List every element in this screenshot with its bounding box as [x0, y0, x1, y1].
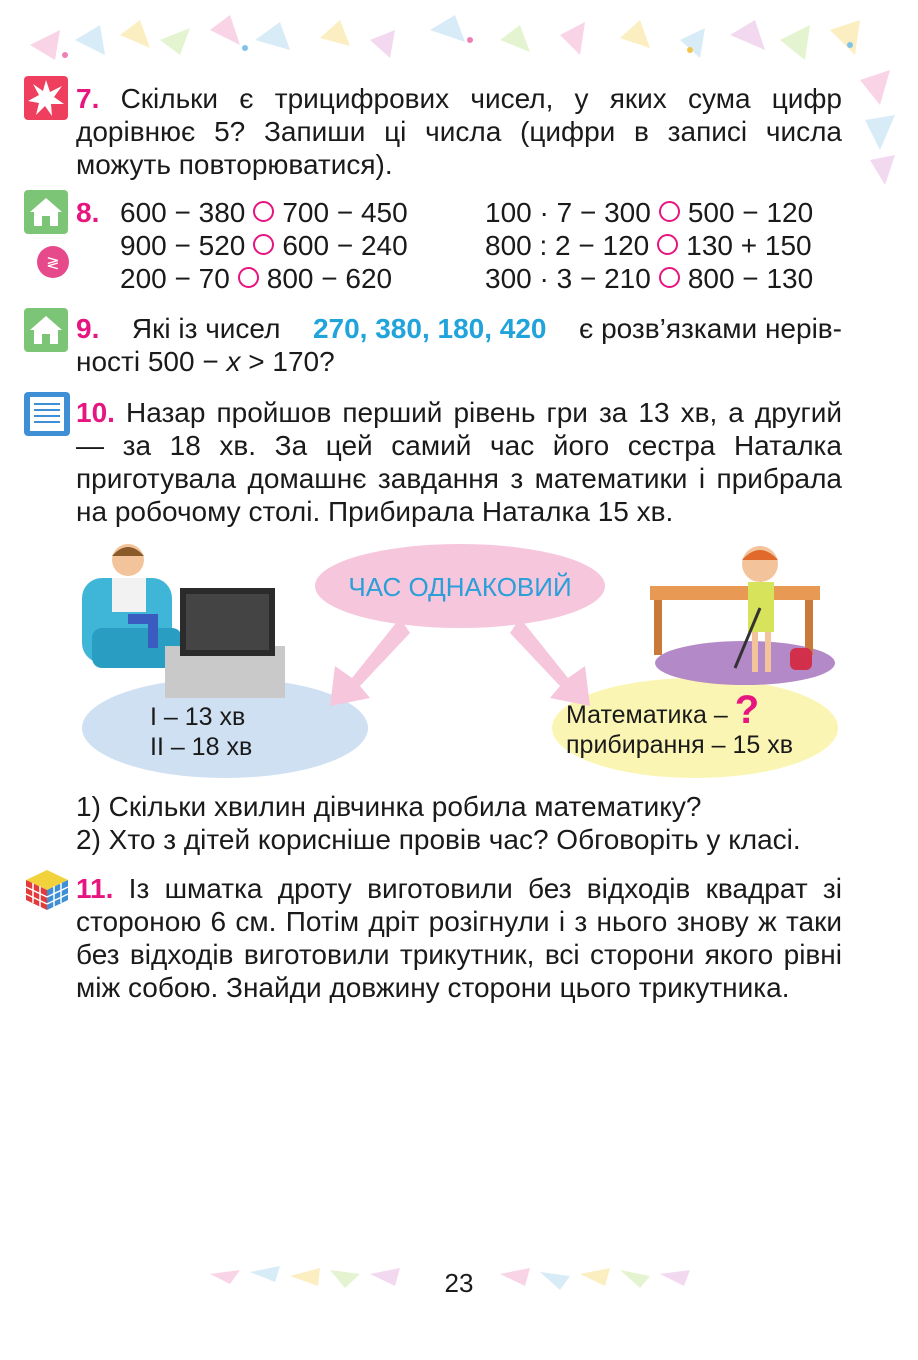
- expr-a: 800 : 2 − 120: [485, 230, 650, 261]
- task-9: [76, 312, 842, 378]
- task-8-label: 8.: [76, 197, 100, 228]
- expr-a: 900 − 520: [120, 230, 246, 261]
- expr-a: 600 − 380: [120, 197, 246, 228]
- expr-a: 300 · 3 − 210: [485, 263, 651, 294]
- task-8-number: [76, 196, 99, 229]
- expr-b: 800 − 620: [266, 263, 393, 294]
- task-10-questions: [76, 790, 856, 856]
- home-icon: [24, 190, 68, 234]
- expr-b: 600 − 240: [282, 230, 408, 261]
- left-oval-text: [150, 702, 252, 762]
- comparison-row: [485, 229, 813, 262]
- math-label: Математика –: [566, 701, 728, 729]
- expr-b: 800 − 130: [687, 263, 814, 294]
- girl-cleaning-picture: [650, 546, 835, 685]
- comparison-row: [120, 196, 408, 229]
- task-10-number: 10.: [76, 397, 115, 428]
- task-9-inequality-a: ності 500 −: [76, 346, 219, 377]
- compare-circle[interactable]: [659, 201, 680, 222]
- right-oval-text: [566, 688, 793, 760]
- question-1: 1) Скільки хвилин дівчинка робила математику?: [76, 791, 702, 822]
- task-9-line-1: [76, 312, 842, 345]
- star-burst-icon: [24, 76, 68, 120]
- task-11: [76, 872, 842, 1004]
- level-1-time: I – 13 хв: [150, 703, 246, 731]
- compare-circle[interactable]: [238, 267, 259, 288]
- cleaning-time: прибирання – 15 хв: [566, 731, 793, 759]
- task-9-line-2: [76, 345, 842, 378]
- task-8-right-column: [485, 196, 813, 295]
- bubble-label: ЧАС ОДНАКОВИЙ: [348, 572, 572, 602]
- question-2: 2) Хто з дітей корисніше провів час? Обговоріть у класі.: [76, 824, 801, 855]
- expr-b: 130 + 150: [686, 230, 812, 261]
- expr-b: 700 − 450: [282, 197, 408, 228]
- comparison-row: [485, 262, 813, 295]
- home-icon: [24, 308, 68, 352]
- task-9-variable: x: [226, 346, 241, 377]
- calculator-circle-icon: [37, 246, 69, 278]
- compare-circle[interactable]: [657, 234, 678, 255]
- task-9-pre: Які із чисел: [131, 313, 281, 344]
- task-9-inequality-b: > 170?: [248, 346, 335, 377]
- compare-circle[interactable]: [253, 234, 274, 255]
- notebook-icon: [24, 392, 70, 436]
- compare-circle[interactable]: [253, 201, 274, 222]
- question-mark: ?: [734, 688, 760, 732]
- task-8-left-column: [120, 196, 408, 295]
- comparison-row: [120, 229, 408, 262]
- task-10: [76, 396, 842, 528]
- expr-b: 500 − 120: [687, 197, 814, 228]
- level-2-time: II – 18 хв: [150, 733, 253, 761]
- task-9-numbers: 270, 380, 180, 420: [312, 313, 547, 344]
- comparison-row: [120, 262, 408, 295]
- svg-text:≷: ≷: [46, 253, 60, 272]
- tv-stand-picture: [165, 588, 285, 698]
- task-7-text: Скільки є трицифрових чисел, у яких сума цифр дорівнює 5? Запиши ці числа (цифри в записі числа можуть повторюватися).: [76, 83, 842, 180]
- arrow-right: [510, 618, 590, 706]
- task-9-post: є розв’язками нерів-: [579, 313, 842, 344]
- task-11-text: Із шматка дроту виготовили без відходів квадрат зі стороною 6 см. Потім дріт розігнули і з нього знову ж таки без відходів виготовили трикутник, всі сторони якого рівні між собою. Знайди довжину сторони цього трикутника.: [76, 873, 842, 1003]
- expr-a: 200 − 70: [120, 263, 230, 294]
- expr-a: 100 · 7 − 300: [485, 197, 651, 228]
- compare-circle[interactable]: [659, 267, 680, 288]
- rubik-cube-icon: [24, 868, 70, 912]
- task-11-number: 11.: [76, 873, 114, 904]
- page-number: 23: [444, 1268, 474, 1298]
- task-7: [76, 82, 842, 181]
- task-9-number: 9.: [76, 313, 100, 344]
- arrow-left: [330, 618, 410, 706]
- comparison-row: [485, 196, 813, 229]
- task-10-text: Назар пройшов перший рівень гри за 13 хв, а другий — за 18 хв. За цей самий час його сестра Наталка приготувала домашнє завдання з математики і прибрала на робочому столі. Прибирала Наталка 15 хв.: [76, 397, 843, 527]
- math-time-line: [566, 688, 793, 732]
- task-7-number: 7.: [76, 83, 100, 114]
